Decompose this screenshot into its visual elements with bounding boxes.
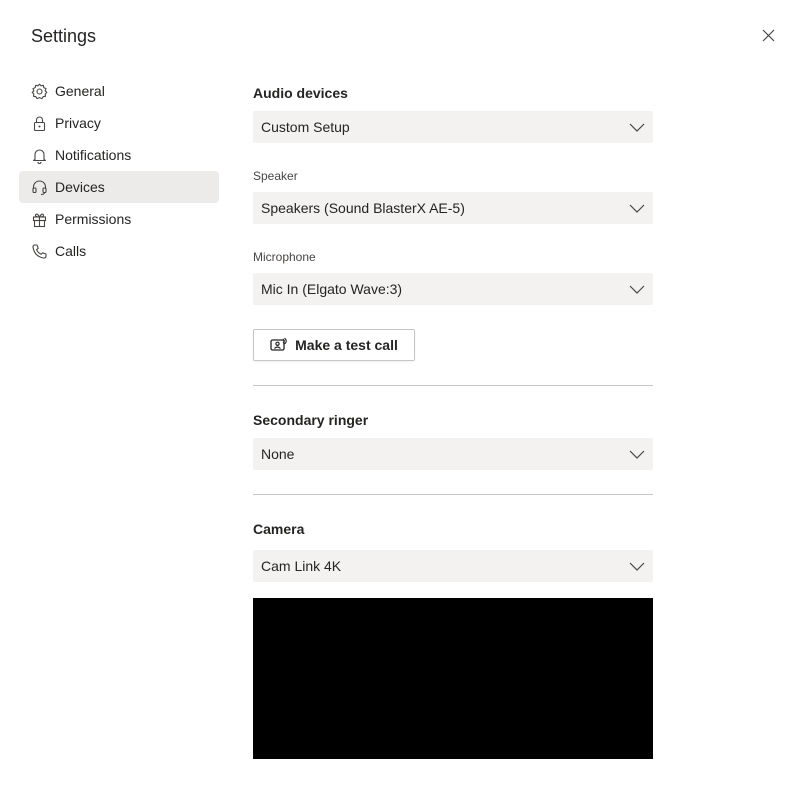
microphone-dropdown[interactable]: [253, 273, 653, 305]
microphone-value: Mic In (Elgato Wave:3): [261, 281, 403, 297]
test-call-icon: [270, 337, 288, 353]
sidebar-item-general[interactable]: [19, 75, 219, 107]
sidebar-item-privacy[interactable]: [19, 107, 219, 139]
sidebar-item-devices[interactable]: [19, 171, 219, 203]
secondary-ringer-heading: Secondary ringer: [253, 412, 369, 428]
gear-icon: [30, 82, 48, 100]
close-button[interactable]: [756, 26, 780, 50]
sidebar-item-label: Calls: [55, 243, 87, 259]
camera-heading: Camera: [253, 521, 305, 537]
page-title: Settings: [31, 26, 97, 46]
microphone-label: Microphone: [253, 250, 316, 264]
sidebar-item-notifications[interactable]: [19, 139, 219, 171]
chevron-down-icon: [629, 119, 645, 135]
speaker-dropdown[interactable]: [253, 192, 653, 224]
bell-icon: [30, 146, 48, 164]
gift-box-icon: [30, 210, 48, 228]
sidebar-item-calls[interactable]: [19, 235, 219, 267]
test-call-label: Make a test call: [295, 337, 398, 353]
sidebar-item-label: Permissions: [55, 211, 132, 227]
sidebar-item-label: Privacy: [55, 115, 101, 131]
section-divider: [253, 385, 653, 386]
lock-icon: [30, 114, 48, 132]
audio-device-dropdown[interactable]: [253, 111, 653, 143]
speaker-label: Speaker: [253, 169, 298, 183]
sidebar-item-label: Notifications: [55, 147, 132, 163]
speaker-value: Speakers (Sound BlasterX AE-5): [261, 200, 465, 216]
chevron-down-icon: [629, 446, 645, 462]
close-icon: [762, 29, 775, 47]
sidebar-item-label: Devices: [55, 179, 105, 195]
audio-device-value: Custom Setup: [261, 119, 350, 135]
audio-devices-heading: Audio devices: [253, 85, 348, 101]
phone-icon: [30, 242, 48, 260]
section-divider: [253, 494, 653, 495]
headset-icon: [30, 178, 48, 196]
make-test-call-button[interactable]: [253, 329, 415, 361]
camera-value: Cam Link 4K: [261, 558, 342, 574]
secondary-ringer-dropdown[interactable]: [253, 438, 653, 470]
camera-dropdown[interactable]: [253, 550, 653, 582]
sidebar-item-permissions[interactable]: [19, 203, 219, 235]
chevron-down-icon: [629, 558, 645, 574]
chevron-down-icon: [629, 200, 645, 216]
settings-nav: [19, 75, 219, 267]
secondary-ringer-value: None: [261, 446, 295, 462]
sidebar-item-label: General: [55, 83, 105, 99]
chevron-down-icon: [629, 281, 645, 297]
camera-preview: [253, 598, 653, 759]
